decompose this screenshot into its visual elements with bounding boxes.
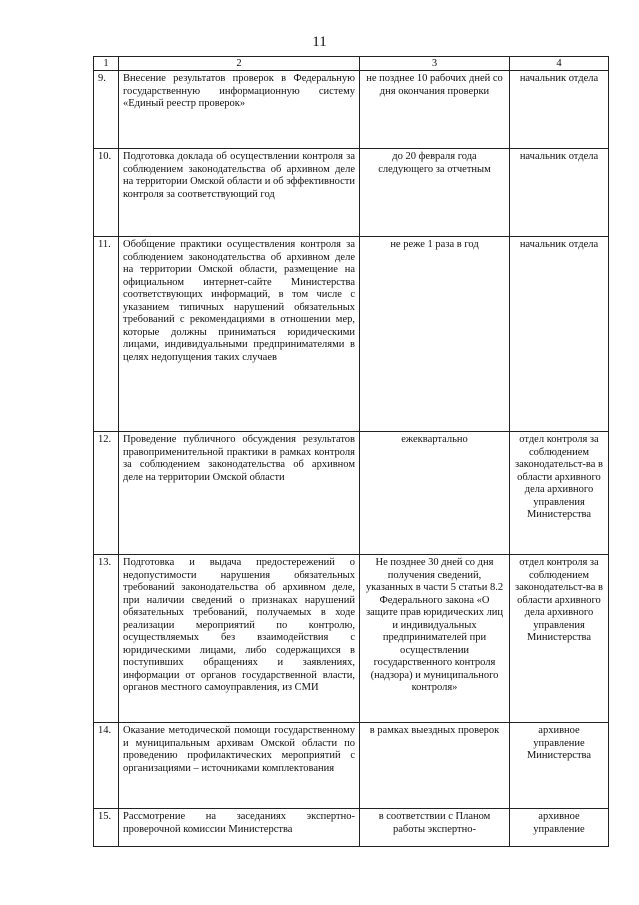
table-row — [94, 237, 609, 432]
row-number: 11. — [94, 237, 119, 432]
row-deadline: не позднее 10 рабочих дней со дня окончания проверки — [360, 71, 510, 149]
row-deadline: до 20 февраля года следующего за отчетным — [360, 149, 510, 237]
row-deadline: Не позднее 30 дней со дня получения сведений, указанных в части 5 статьи 8.2 Федерального закона «О защите прав юридических лиц и индивидуальных предпринимателей при осуществлении государственного контроля (надзора) и муниципального контроля» — [360, 555, 510, 723]
table-row — [94, 71, 609, 149]
row-number: 13. — [94, 555, 119, 723]
table-row — [94, 809, 609, 847]
table-row — [94, 149, 609, 237]
measures-table — [93, 56, 609, 847]
row-responsible: архивное управление — [510, 809, 609, 847]
column-header: 2 — [119, 57, 360, 71]
row-action: Внесение результатов проверок в Федеральную государственную информационную систему «Единый реестр проверок» — [119, 71, 360, 149]
row-responsible: начальник отдела — [510, 71, 609, 149]
row-responsible: начальник отдела — [510, 149, 609, 237]
row-number: 9. — [94, 71, 119, 149]
row-deadline: в рамках выездных проверок — [360, 723, 510, 809]
row-action: Оказание методической помощи государственному и муниципальным архивам Омской области по проведению профилактических мероприятий с организациями – источниками комплектования — [119, 723, 360, 809]
row-number: 14. — [94, 723, 119, 809]
column-header: 3 — [360, 57, 510, 71]
row-action: Рассмотрение на заседаниях экспертно-проверочной комиссии Министерства — [119, 809, 360, 847]
column-header: 4 — [510, 57, 609, 71]
page-number: 11 — [312, 34, 327, 50]
row-action: Обобщение практики осуществления контроля за соблюдением законодательства об архивном деле на территории Омской области, размещение на официальном интернет-сайте Министерства соответствующих информаций, в том числе с указанием типичных нарушений обязательных требований с рекомендациями в отношении мер, которые должны приниматься юридическими лицами, индивидуальными предпринимателями в целях недопущения таких случаев — [119, 237, 360, 432]
row-number: 10. — [94, 149, 119, 237]
row-deadline: в соответствии с Планом работы экспертно- — [360, 809, 510, 847]
table-row — [94, 555, 609, 723]
column-header: 1 — [94, 57, 119, 71]
row-number: 15. — [94, 809, 119, 847]
row-responsible: отдел контроля за соблюдением законодательст-ва в области архивного дела архивного управления Министерства — [510, 555, 609, 723]
row-action: Подготовка и выдача предостережений о недопустимости нарушения обязательных требований законодательства об архивном деле, при наличии сведений о признаках нарушений обязательных требований, получаемых в ходе реализации мероприятий по контролю, осуществляемых без взаимодействия с юридическими лицами, либо содержащихся в поступивших обращениях и заявлениях, информации от органов государственной власти, органов местного самоуправления, из СМИ — [119, 555, 360, 723]
row-responsible: начальник отдела — [510, 237, 609, 432]
table-row — [94, 723, 609, 809]
header-row — [94, 57, 609, 71]
row-deadline: ежеквартально — [360, 432, 510, 555]
row-action: Подготовка доклада об осуществлении контроля за соблюдением законодательства об архивном деле на территории Омской области и об эффективности контроля за соответствующий год — [119, 149, 360, 237]
row-number: 12. — [94, 432, 119, 555]
row-deadline: не реже 1 раза в год — [360, 237, 510, 432]
row-action: Проведение публичного обсуждения результатов правоприменительной практики в рамках контроля за соблюдением законодательства об архивном деле на территории Омской области — [119, 432, 360, 555]
row-responsible: отдел контроля за соблюдением законодательст-ва в области архивного дела архивного управления Министерства — [510, 432, 609, 555]
row-responsible: архивное управление Министерства — [510, 723, 609, 809]
table-row — [94, 432, 609, 555]
